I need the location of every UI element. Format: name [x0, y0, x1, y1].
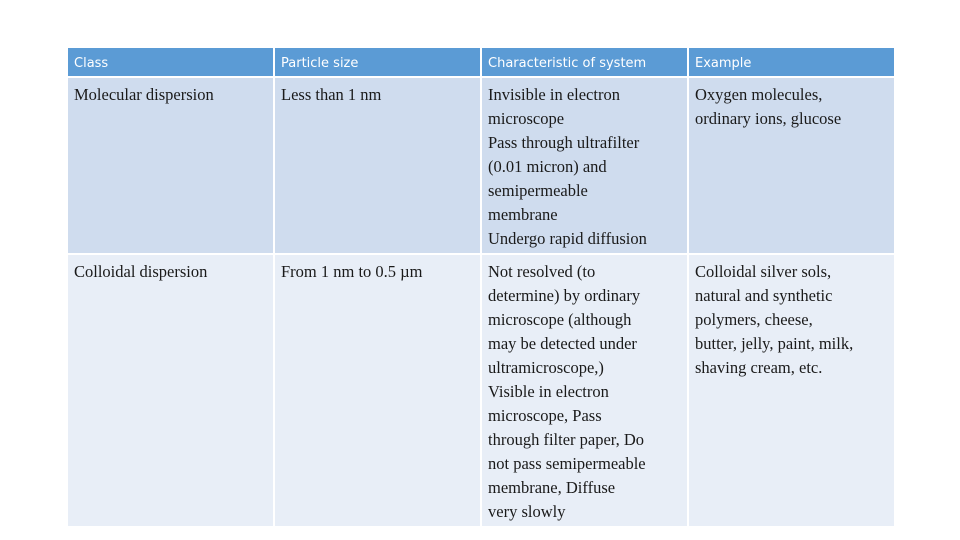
text-line: microscope (although [488, 310, 632, 329]
header-particle-size: Particle size [275, 48, 480, 76]
text-line: determine) by ordinary [488, 286, 641, 305]
text-line: microscope, Pass [488, 406, 602, 425]
cell-particle-size: Less than 1 nm [275, 78, 480, 253]
table-row [68, 78, 894, 253]
text-line: membrane, Diffuse [488, 478, 616, 497]
cell-characteristic [482, 255, 687, 526]
cell-class: Molecular dispersion [68, 78, 273, 253]
text-line: Invisible in electron [488, 85, 620, 104]
header-row [68, 48, 894, 76]
text-line: microscope [488, 109, 565, 128]
text-line: natural and synthetic [695, 286, 833, 305]
dispersion-table [66, 46, 896, 528]
header-class: Class [68, 48, 273, 76]
table-row [68, 255, 894, 526]
text-line: Pass through ultrafilter [488, 133, 640, 152]
text-line: membrane [488, 205, 558, 224]
text-line: not pass semipermeable [488, 454, 646, 473]
text-line: very slowly [488, 502, 566, 521]
cell-class: Colloidal dispersion [68, 255, 273, 526]
text-line: (0.01 micron) and [488, 157, 607, 176]
text-line: may be detected under [488, 334, 637, 353]
text-line: Undergo rapid diffusion [488, 229, 647, 248]
text-line: butter, jelly, paint, milk, [695, 334, 854, 353]
text-line: Colloidal silver sols, [695, 262, 832, 281]
cell-particle-size: From 1 nm to 0.5 µm [275, 255, 480, 526]
text-line: Visible in electron [488, 382, 609, 401]
text-line: ordinary ions, glucose [695, 109, 842, 128]
cell-example [689, 255, 894, 526]
cell-characteristic [482, 78, 687, 253]
text-line: semipermeable [488, 181, 588, 200]
text-line: through filter paper, Do [488, 430, 645, 449]
header-characteristic: Characteristic of system [482, 48, 687, 76]
header-example: Example [689, 48, 894, 76]
text-line: ultramicroscope,) [488, 358, 604, 377]
text-line: Not resolved (to [488, 262, 596, 281]
cell-example [689, 78, 894, 253]
text-line: polymers, cheese, [695, 310, 813, 329]
text-line: Oxygen molecules, [695, 85, 823, 104]
text-line: shaving cream, etc. [695, 358, 823, 377]
